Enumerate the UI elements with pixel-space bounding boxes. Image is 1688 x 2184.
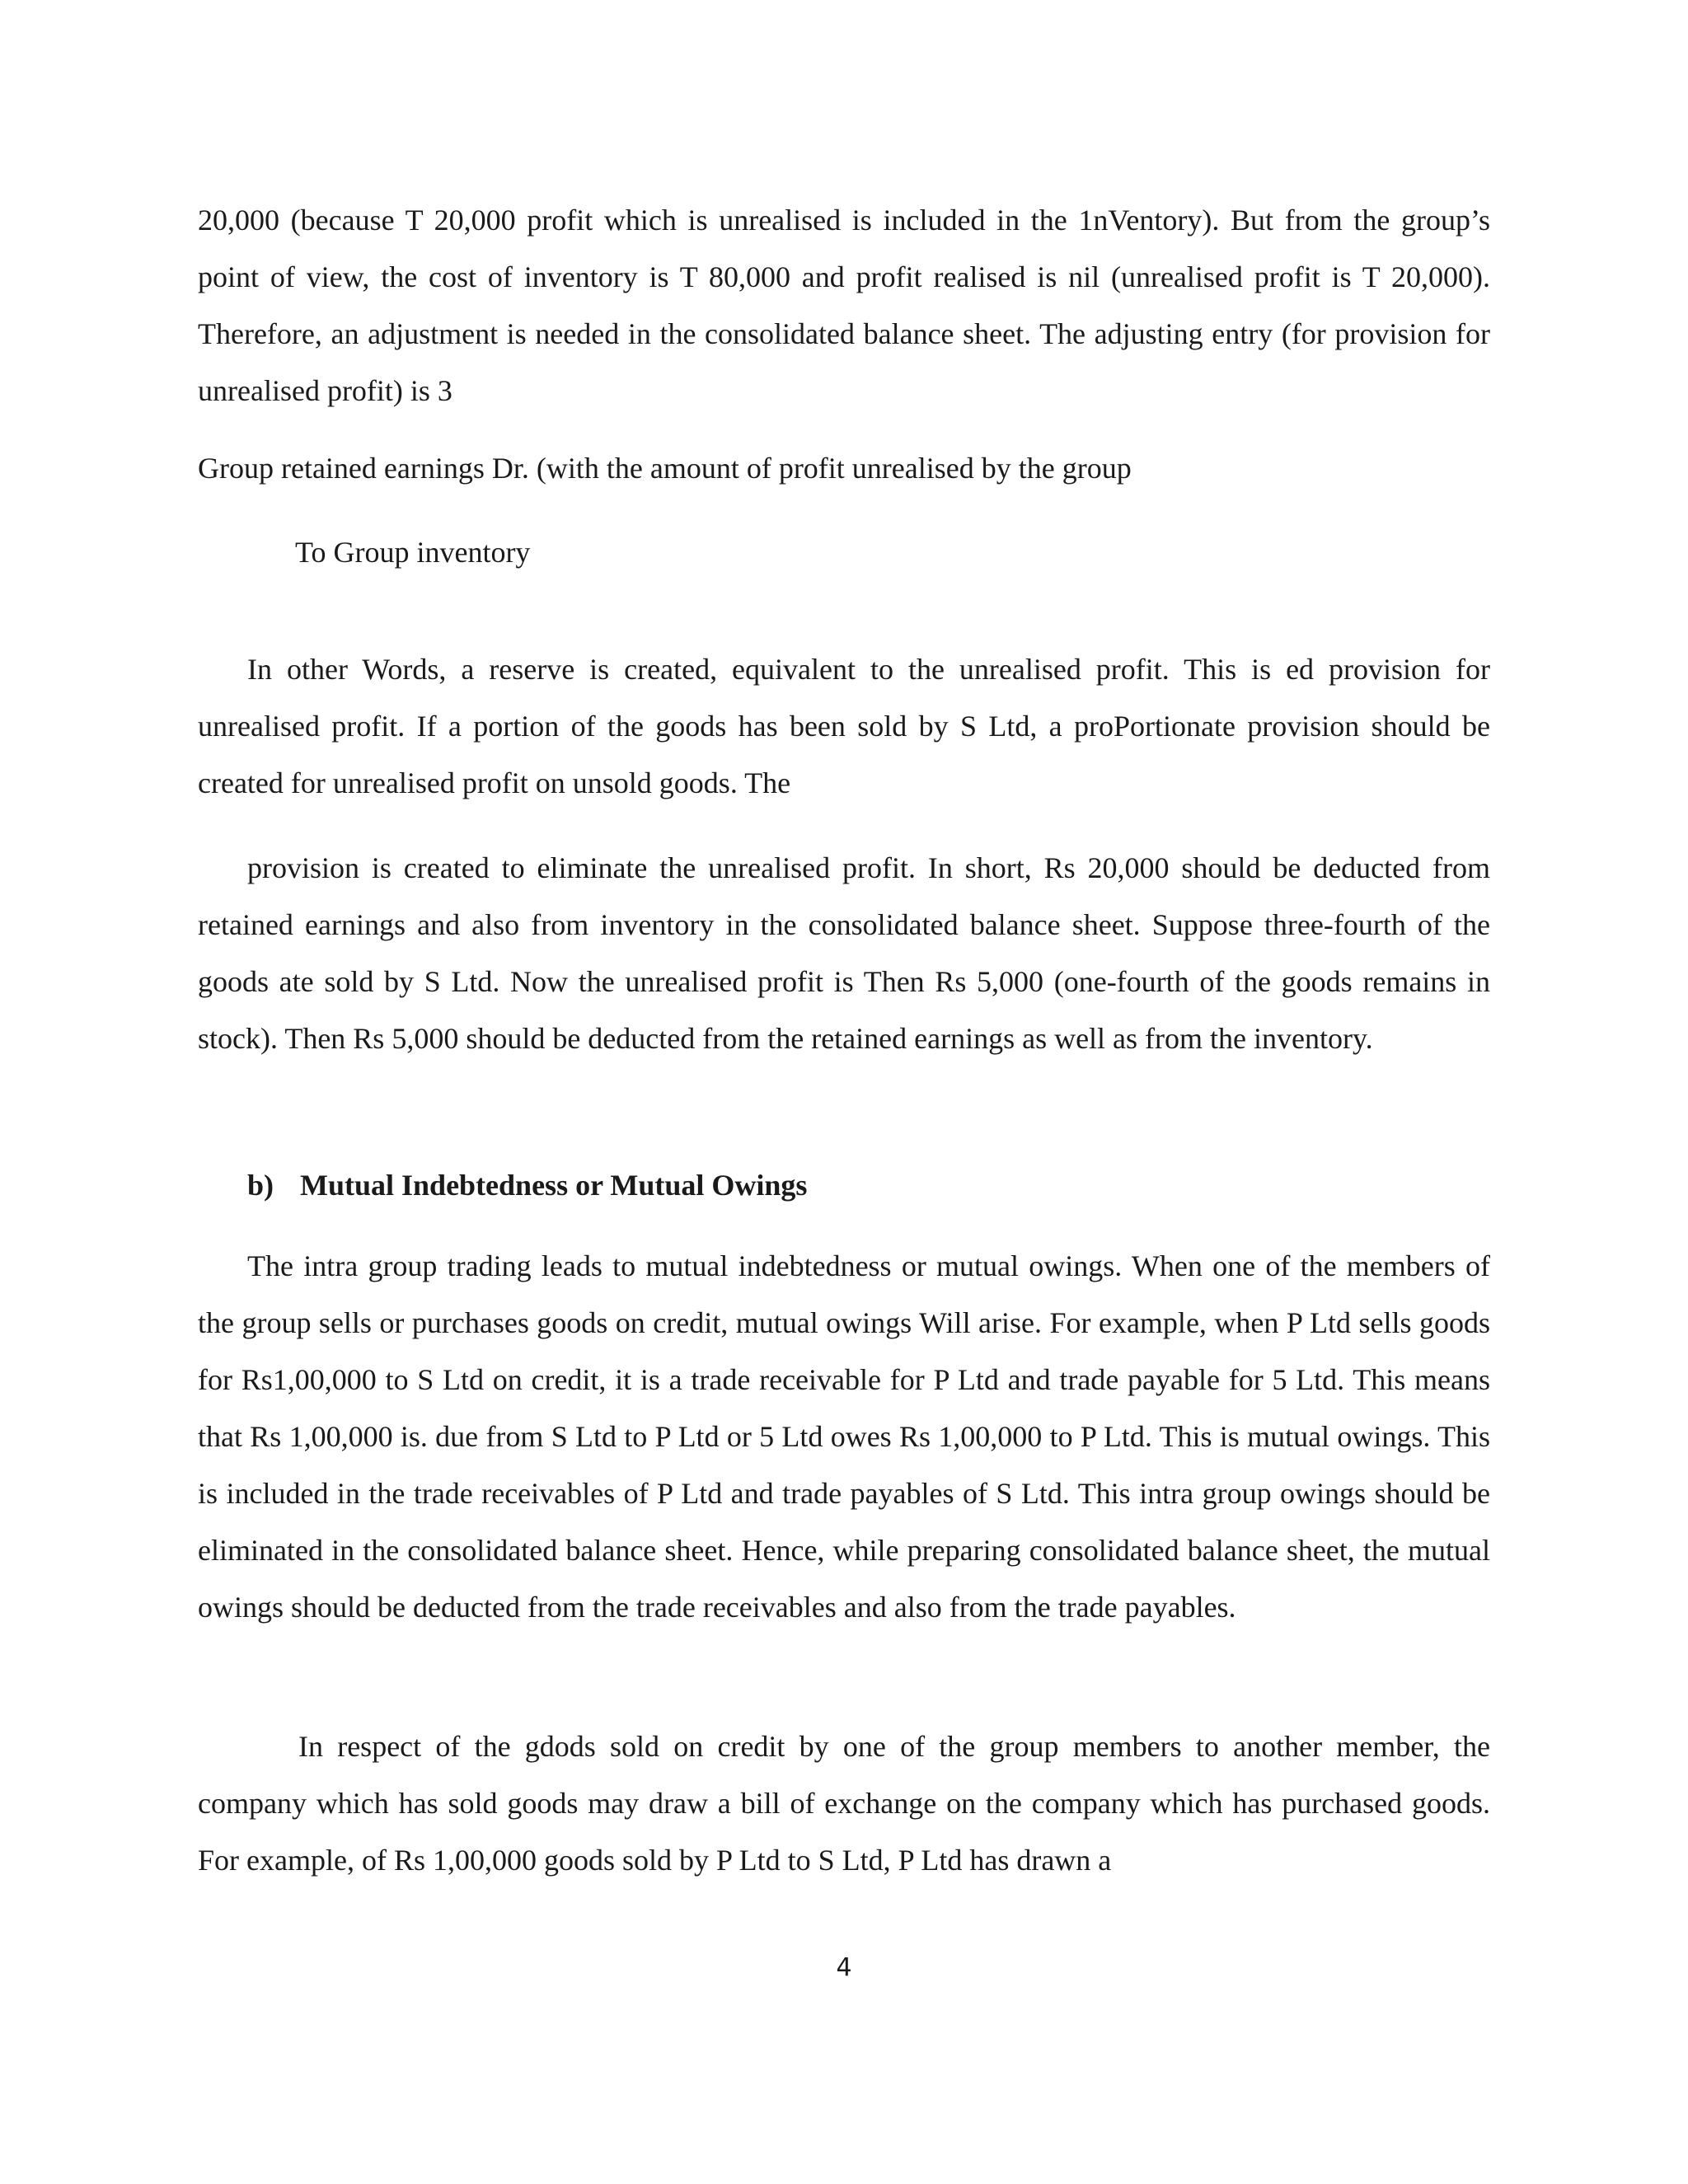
section-heading-marker: b) (247, 1169, 274, 1202)
section-heading-text: Mutual Indebtedness or Mutual Owings (300, 1169, 808, 1202)
paragraph-mutual-owings: The intra group trading leads to mutual indebtedness or mutual owings. When one of the members of the group sells or purchases goods on credit, mutual owings Will arise. For example, when P Ltd sells goods for Rs1,00,000 to S Ltd on credit, it is a trade receivable for P Ltd and trade payable for 5 Ltd. This means that Rs 1,00,000 is. due from S Ltd to P Ltd or 5 Ltd owes Rs 1,00,000 to P Ltd. This is mutual owings. This is included in the trade receivables of P Ltd and trade payables of S Ltd. This intra group owings should be eliminated in the consolidated balance sheet. Hence, while preparing consolidated balance sheet, the mutual owings should be deducted from the trade receivables and also from the trade payables. (198, 1249, 1490, 1624)
paragraph-provision-eliminate: provision is created to eliminate the unrealised profit. In short, Rs 20,000 should be deducted from retained earnings and also from inventory in the consolidated balance sheet. Suppose three-fourth of the goods ate sold by S Ltd. Now the unrealised profit is Then Rs 5,000 (one-fourth of the goods remains in stock). Then Rs 5,000 should be deducted from the retained earnings as well as from the inventory. (198, 851, 1490, 1055)
journal-entry-debit-line: Group retained earnings Dr. (with the amount of profit unrealised by the group (198, 452, 1132, 485)
journal-entry-credit-line: To Group inventory (295, 536, 531, 569)
paragraph-reserve-created: In other Words, a reserve is created, equivalent to the unrealised profit. This is ed provision for unrealised profit. If a portion of the goods has been sold by S Ltd, a proPortionate provision should be created for unrealised profit on unsold goods. The (198, 653, 1490, 799)
paragraph-unrealised-profit-intro: 20,000 (because T 20,000 profit which is unrealised is included in the 1nVentory). But from the group’s point of view, the cost of inventory is T 80,000 and profit realised is nil (unrealised profit is T 20,000). Therefore, an adjustment is needed in the consolidated balance sheet. The adjusting entry (for provision for unrealised profit) is 3 (198, 204, 1490, 407)
page-number: 4 (836, 1953, 852, 1982)
section-heading-mutual-indebtedness (247, 1169, 807, 1202)
paragraph-bill-of-exchange: In respect of the gdods sold on credit by one of the group members to another member, the company which has sold goods may draw a bill of exchange on the company which has purchased goods. For example, of Rs 1,00,000 goods sold by P Ltd to S Ltd, P Ltd has drawn a (198, 1730, 1490, 1877)
